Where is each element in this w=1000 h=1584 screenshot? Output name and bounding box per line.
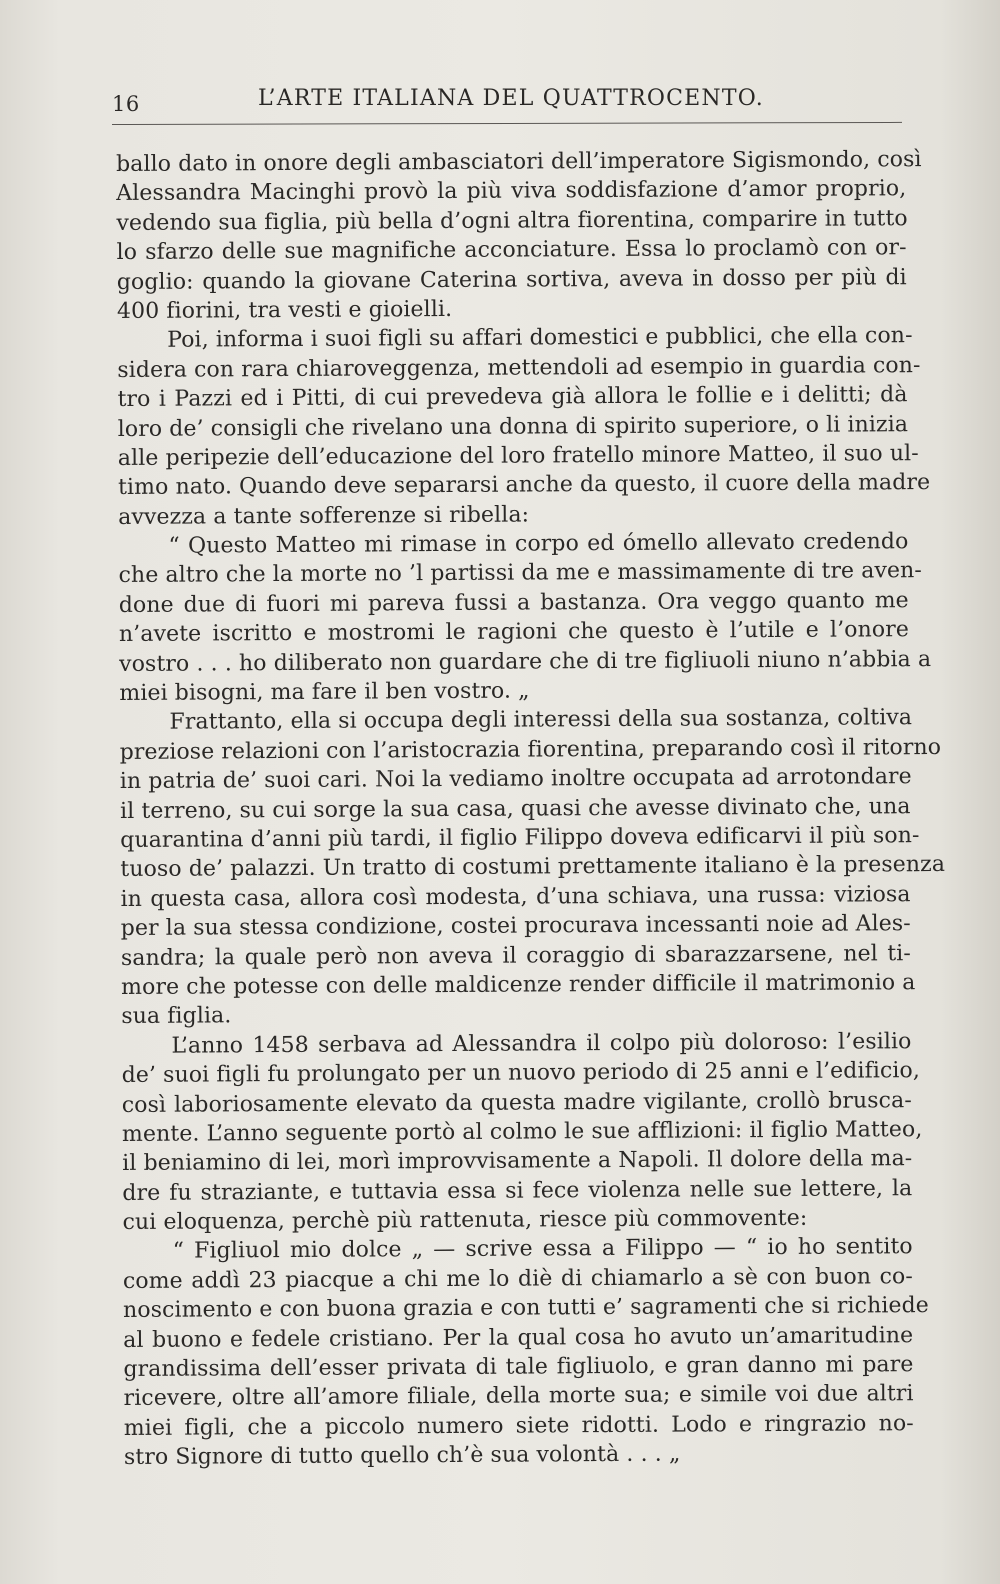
- text-line: in patria de’ suoi cari. Noi la vediamo inoltre occupata ad arrotondare: [119, 764, 912, 795]
- text-line: il terreno, su cui sorge la sua casa, quasi che avesse divinato che, una: [119, 793, 911, 824]
- text-line: cui eloquenza, perchè più rattenuta, riesce più commovente:: [122, 1205, 808, 1236]
- body-text: [116, 145, 946, 1472]
- text-line: “ Figliuol mio dolce „ — scrive essa a Filippo — “ io ho sentito: [172, 1234, 913, 1265]
- text-line: mente. L’anno seguente portò al colmo le sue afflizioni: il figlio Matteo,: [121, 1116, 923, 1147]
- page-header: [112, 86, 902, 126]
- text-line: vedendo sua figlia, più bella d’ogni altra fiorentina, comparire in tutto: [116, 205, 908, 236]
- text-line: 400 fiorini, tra vesti e gioielli.: [116, 296, 453, 324]
- text-line: Frattanto, ella si occupa degli interessi della sua sostanza, coltiva: [169, 705, 913, 736]
- text-line: timo nato. Quando deve separarsi anche da questo, il cuore della madre: [117, 470, 931, 501]
- text-line: tuoso de’ palazzi. Un tratto di costumi prettamente italiano è la presenza: [120, 852, 946, 883]
- text-line: vostro . . . ho diliberato non guardare che di tre figliuoli niuno n’abbia a: [119, 646, 932, 677]
- text-line: per la sua stessa condizione, costei procurava incessanti noie ad Ales-: [120, 911, 911, 942]
- text-line: sidera con rara chiaroveggenza, mettendoli ad esempio in guardia con-: [117, 352, 921, 383]
- text-line: sandra; la quale però non aveva il coraggio di sbarazzarsene, nel ti-: [120, 940, 911, 971]
- text-line: grandissima dell’esser privata di tale figliuolo, e gran danno mi pare: [123, 1352, 914, 1382]
- text-line: in questa casa, allora così modesta, d’una schiava, una russa: viziosa: [120, 881, 911, 912]
- text-line: n’avete iscritto e mostromi le ragioni che questo è l’utile e l’onore: [118, 617, 910, 648]
- text-line: dre fu straziante, e tuttavia essa si fece violenza nelle sue lettere, la: [122, 1175, 913, 1206]
- text-line: miei figli, che a piccolo numero siete ridotti. Lodo e ringrazio no-: [123, 1410, 914, 1441]
- text-line: noscimento e con buona grazia e con tutti e’ sagramenti che si richiede: [123, 1293, 929, 1324]
- text-line: quarantina d’anni più tardi, il figlio Filippo doveva edificarvi il più son-: [120, 823, 920, 853]
- text-line: che altro che la morte no ’l partissi da me e massimamente di tre aven-: [118, 558, 922, 589]
- text-line: il beniamino di lei, morì improvvisamente a Napoli. Il dolore della ma-: [122, 1146, 913, 1177]
- text-line: Poi, informa i suoi figli su affari domestici e pubblici, che ella con-: [167, 323, 913, 354]
- text-line: de’ suoi figli fu prolungato per un nuovo periodo di 25 anni e l’edificio,: [121, 1058, 921, 1089]
- text-line: done due di fuori mi pareva fussi a bastanza. Ora veggo quanto me: [118, 588, 909, 618]
- text-line: preziose relazioni con l’aristocrazia fiorentina, preparando così il ritorno: [119, 734, 942, 765]
- text-line: così laboriosamente elevato da questa madre vigilante, crollò brusca-: [121, 1087, 912, 1118]
- text-line: lo sfarzo delle sue magnifiche acconciature. Essa lo proclamò con or-: [116, 235, 907, 266]
- running-title: L’ARTE ITALIANA DEL QUATTROCENTO.: [258, 86, 764, 111]
- text-line: come addì 23 piacque a chi me lo diè di chiamarlo a sè con buon co-: [122, 1263, 913, 1294]
- page-number: 16: [112, 92, 140, 116]
- text-line: goglio: quando la giovane Caterina sortiva, aveva in dosso per più di: [116, 264, 907, 295]
- text-line: loro de’ consigli che rivelano una donna di spirito superiore, o li inizia: [117, 411, 909, 442]
- text-line: stro Signore di tutto quello ch’è sua volontà . . . „: [123, 1441, 681, 1471]
- text-line: miei bisogni, ma fare il ben vostro. „: [119, 678, 530, 707]
- text-line: ballo dato in onore degli ambasciatori dell’imperatore Sigismondo, così: [116, 147, 922, 177]
- text-line: Alessandra Macinghi provò la più viva soddisfazione d’amor proprio,: [116, 176, 907, 207]
- text-line: al buono e fedele cristiano. Per la qual cosa ho avuto un’amaritudine: [123, 1322, 914, 1353]
- text-line: avvezza a tante sofferenze si ribella:: [118, 502, 530, 530]
- text-line: tro i Pazzi ed i Pitti, di cui prevedeva già allora le follie e i delitti; dà: [117, 382, 908, 413]
- text-line: more che potesse con delle maldicenze render difficile il matrimonio a: [121, 970, 916, 1000]
- text-line: sua figlia.: [121, 1003, 232, 1030]
- text-line: alle peripezie dell’educazione del loro fratello minore Matteo, il suo ul-: [117, 441, 919, 471]
- text-line: ricevere, oltre all’amore filiale, della morte sua; e simile voi due altri: [123, 1381, 914, 1412]
- text-line: “ Questo Matteo mi rimase in corpo ed ómello allevato credendo: [168, 529, 909, 559]
- text-line: L’anno 1458 serbava ad Alessandra il colpo più doloroso: l’esilio: [171, 1028, 912, 1059]
